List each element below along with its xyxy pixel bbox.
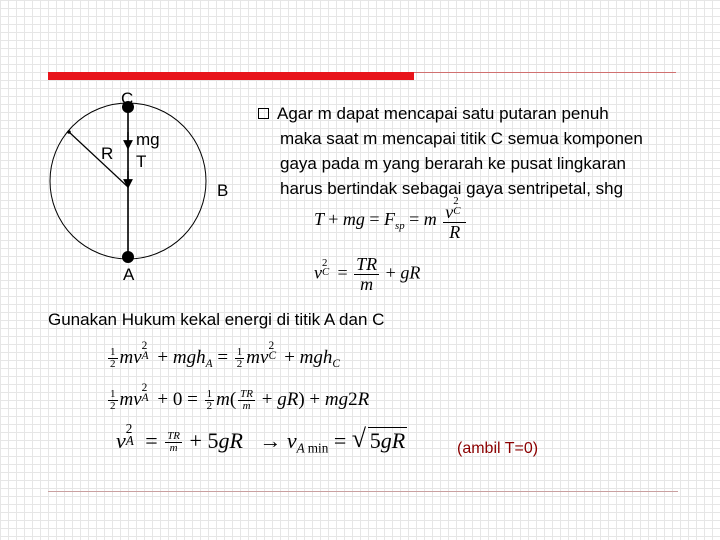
label-r: R xyxy=(101,144,114,163)
circular-motion-diagram xyxy=(40,85,240,285)
bullet-paragraph xyxy=(258,101,714,201)
note-take-t-zero: (ambil T=0) xyxy=(457,440,539,457)
radius-line xyxy=(69,132,128,187)
bullet-line-2: maka saat m mencapai titik C semua komponen xyxy=(280,129,643,148)
title-accent-bar xyxy=(48,72,414,80)
equation-energy-conservation: $\frac{1}{2}$ mv 2 A + mgh$_A$ = $\frac{1}{2}$ mv 2 C + mgh$_C$ xyxy=(110,340,341,371)
title-rule xyxy=(414,72,676,73)
footer-rule xyxy=(48,491,678,492)
equation-centripetal-force: T + mg = $F_{sp} = m$ v 2 C R xyxy=(314,200,468,242)
bullet-line-1: Agar m dapat mencapai satu putaran penuh xyxy=(258,101,714,126)
label-b: B xyxy=(217,181,229,200)
mass-at-a xyxy=(122,251,134,263)
equation-minimum-velocity: v 2 A = $\frac{TR}{m}$ + $5gR \to v_{A min}$ = √ 5gR xyxy=(116,421,406,456)
label-t: T xyxy=(136,152,147,171)
bullet-box-icon xyxy=(258,108,269,119)
equation-energy-substituted: $\frac{1}{2}$ mv 2 A + 0 = $\frac{1}{2}$ m( $\frac{TR}{m}$ + gR) + mg2R xyxy=(110,382,370,413)
equation-vc-squared: v 2 C = $\frac{TR}{m}$ + gR xyxy=(314,254,421,294)
energy-heading: Gunakan Hukum kekal energi di titik A dan C xyxy=(48,310,385,329)
bullet-line-4: harus bertindak sebagai gaya sentripetal, shg xyxy=(280,179,624,198)
label-a: A xyxy=(123,265,135,284)
left-point xyxy=(67,130,71,134)
bullet-line-3: gaya pada m yang berarah ke pusat lingkaran xyxy=(280,154,626,173)
label-c: C xyxy=(121,89,134,108)
label-mg: mg xyxy=(136,130,160,149)
